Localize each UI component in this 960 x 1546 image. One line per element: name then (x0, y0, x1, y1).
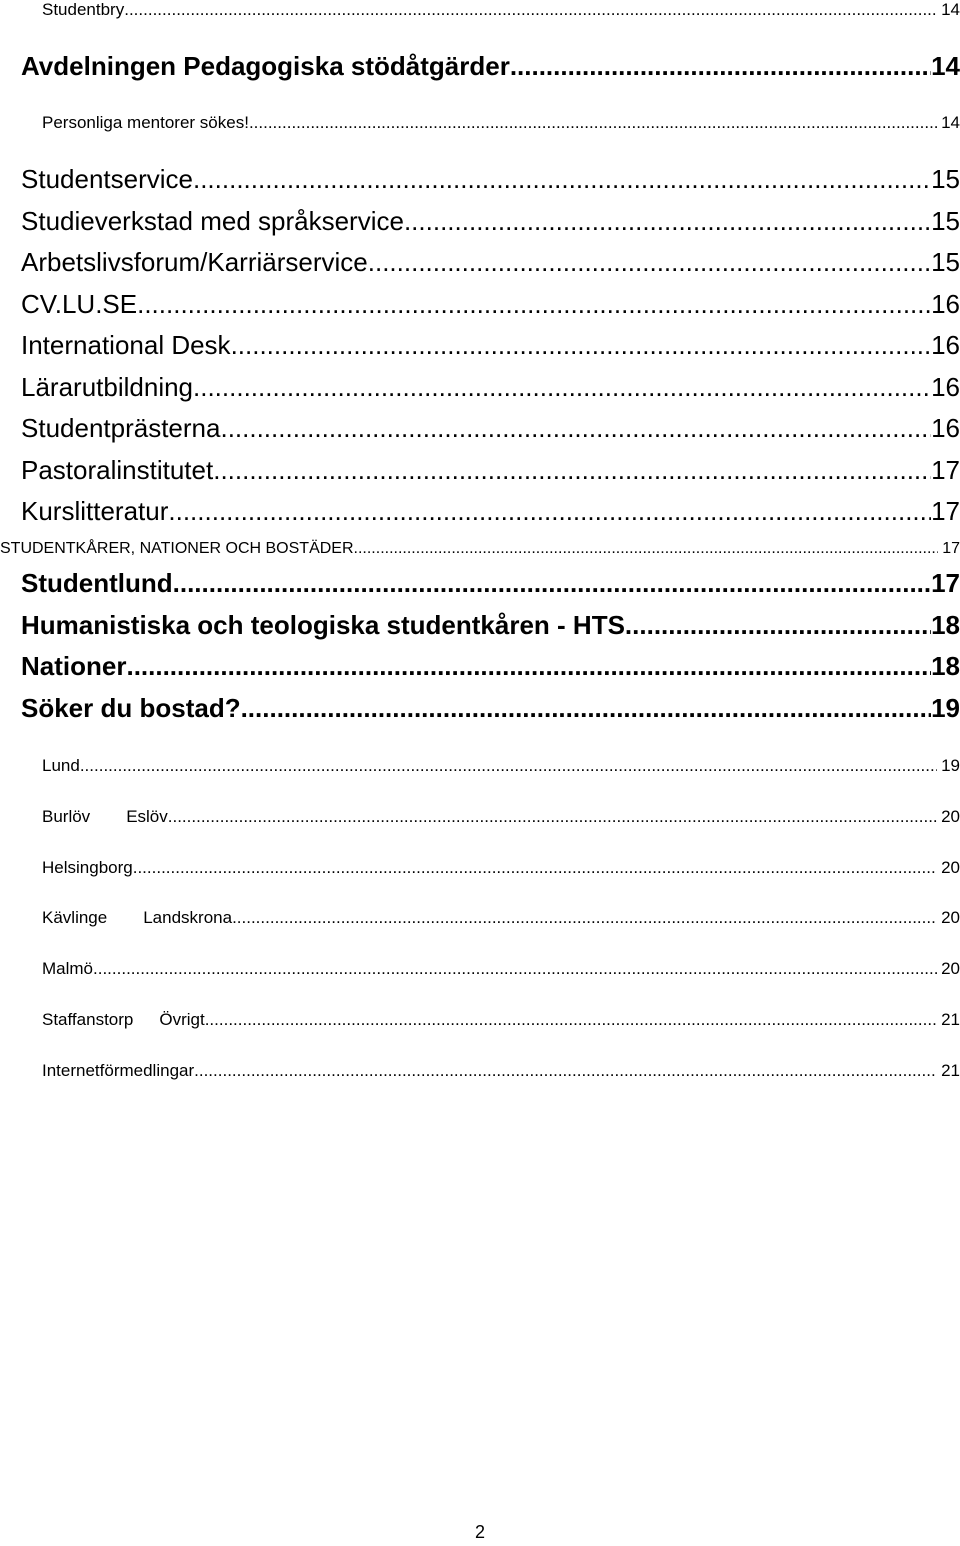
dot-leader (625, 608, 931, 642)
dot-leader (168, 805, 937, 829)
toc-entry[interactable] (21, 162, 960, 196)
toc-entry-page: 17 (931, 568, 960, 598)
toc-entry-page: 14 (931, 51, 960, 81)
toc-entry[interactable] (21, 608, 960, 642)
toc-entry-page: 19 (941, 756, 960, 775)
dot-leader (173, 566, 931, 600)
dot-leader (193, 162, 931, 196)
toc-entry-title: Personliga mentorer sökes! (42, 113, 249, 132)
dot-leader (137, 287, 931, 321)
toc-entry-title: Pastoralinstitutet (21, 455, 214, 485)
toc-entry-title-secondary: Övrigt (159, 1010, 205, 1029)
toc-entry[interactable] (42, 856, 960, 880)
toc-entry-title: Lärarutbildning (21, 372, 194, 402)
toc-entry[interactable] (0, 538, 960, 560)
dot-leader (93, 957, 937, 981)
toc-entry-title: Studentprästerna (21, 413, 221, 443)
toc-entry[interactable] (21, 287, 960, 321)
dot-leader (241, 691, 932, 725)
toc-entry[interactable] (42, 1059, 960, 1083)
toc-entry-page: 18 (931, 610, 960, 640)
toc-entry[interactable] (42, 906, 960, 930)
toc-entry-title: Burlöv (42, 807, 91, 826)
toc-entry-title: Studentservice (21, 164, 193, 194)
dot-leader (193, 370, 931, 404)
dot-leader (124, 0, 937, 22)
toc-entry-page: 20 (941, 959, 960, 978)
toc-entry-title: Studentbry (42, 0, 125, 19)
toc-entry-title: Söker du bostad? (21, 693, 241, 723)
toc-entry[interactable] (42, 0, 960, 22)
toc-entry-title: STUDENTKÅRER, NATIONER OCH BOSTÄDER (0, 540, 354, 557)
toc-entry-page: 20 (941, 807, 960, 826)
toc-entry-page: 19 (931, 693, 960, 723)
page-number: 2 (474, 1522, 485, 1542)
toc-entry[interactable] (42, 111, 960, 135)
toc-entry[interactable] (21, 245, 960, 279)
toc-entry[interactable] (42, 754, 960, 778)
toc-entry-page: 16 (931, 372, 960, 402)
toc-entry[interactable] (21, 691, 960, 725)
toc-entry-title: Studieverkstad med språkservice (21, 206, 404, 236)
dot-leader (168, 494, 931, 528)
toc-entry-page: 16 (931, 289, 960, 319)
toc-entry-title: Helsingborg (42, 858, 133, 877)
toc-entry-title: Lund (42, 756, 80, 775)
dot-leader (205, 1008, 937, 1032)
toc-entry-page: 17 (931, 496, 960, 526)
toc-entry-title: Humanistiska och teologiska studentkåren - HTS (21, 610, 625, 640)
dot-leader (231, 328, 932, 362)
dot-leader (368, 245, 931, 279)
toc-entry[interactable] (21, 566, 960, 600)
toc-entry[interactable] (21, 494, 960, 528)
toc-entry[interactable] (21, 204, 960, 238)
toc-entry-title-secondary: Landskrona (143, 908, 233, 927)
toc-entry-title: Malmö (42, 959, 94, 978)
toc-entry-title: International Desk (21, 330, 231, 360)
toc-entry[interactable] (42, 805, 960, 829)
dot-leader (232, 906, 937, 930)
toc-entry-title: Kävlinge (42, 908, 108, 927)
toc-entry-page: 17 (931, 455, 960, 485)
dot-leader (220, 411, 931, 445)
toc-entry-title: Avdelningen Pedagogiska stödåtgärder (21, 51, 510, 81)
toc-entry-title: Kurslitteratur (21, 496, 169, 526)
toc-entry-page: 21 (941, 1061, 960, 1080)
dot-leader (133, 856, 937, 880)
toc-entry-page: 15 (931, 247, 960, 277)
toc-entry-title: Nationer (21, 651, 127, 681)
toc-entry[interactable] (21, 328, 960, 362)
toc-entry[interactable] (21, 649, 960, 683)
toc-entry-title: Studentlund (21, 568, 173, 598)
toc-entry-page: 15 (931, 164, 960, 194)
dot-leader (194, 1059, 937, 1083)
dot-leader (510, 49, 931, 83)
toc-entry-title-secondary: Eslöv (126, 807, 168, 826)
dot-leader (80, 754, 937, 778)
toc-entry-page: 20 (941, 908, 960, 927)
dot-leader (249, 111, 937, 135)
dot-leader (213, 453, 931, 487)
toc-entry[interactable] (42, 1008, 960, 1032)
toc-entry-page: 20 (941, 858, 960, 877)
toc-entry-page: 14 (941, 0, 960, 19)
dot-leader (126, 649, 931, 683)
toc-entry-title: Internetförmedlingar (42, 1061, 195, 1080)
toc-entry[interactable] (21, 49, 960, 83)
toc-entry-page: 17 (942, 540, 960, 557)
toc-entry-page: 16 (931, 330, 960, 360)
toc-entry-page: 18 (931, 651, 960, 681)
toc-entry[interactable] (21, 453, 960, 487)
toc-entry-title: Arbetslivsforum/Karriärservice (21, 247, 368, 277)
toc-entry-page: 21 (941, 1010, 960, 1029)
toc-entry[interactable] (21, 370, 960, 404)
toc-entry-page: 14 (941, 113, 960, 132)
toc-entry[interactable] (21, 411, 960, 445)
toc-entry-title: Staffanstorp (42, 1010, 134, 1029)
toc-entry-title: CV.LU.SE (21, 289, 138, 319)
dot-leader (354, 538, 939, 560)
dot-leader (404, 204, 931, 238)
toc-entry[interactable] (42, 957, 960, 981)
toc-entry-page: 16 (931, 413, 960, 443)
toc-entry-page: 15 (931, 206, 960, 236)
